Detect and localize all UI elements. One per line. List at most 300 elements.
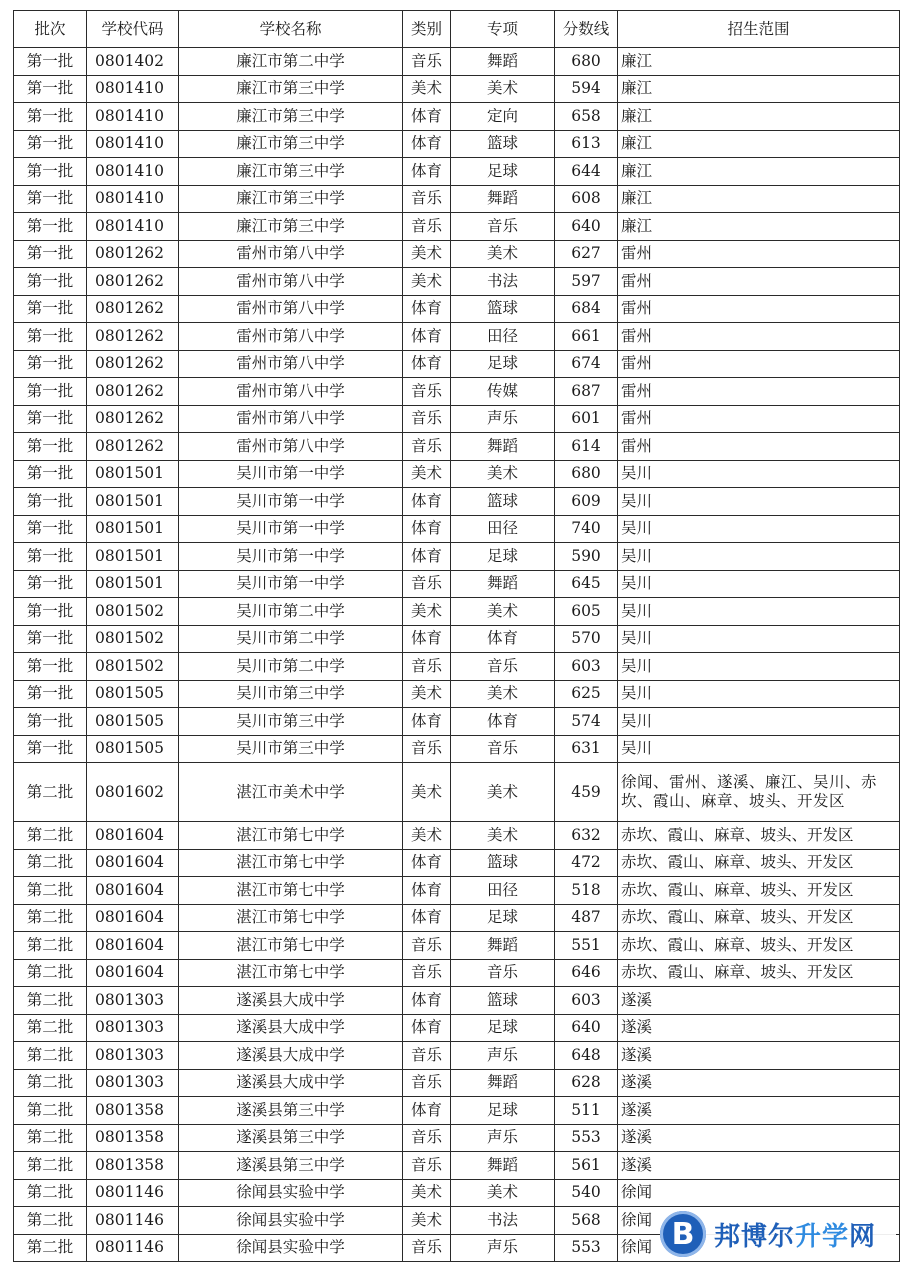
cell-specialty: 美术: [451, 240, 555, 268]
cell-range: 廉江: [618, 130, 900, 158]
cell-score: 472: [555, 849, 618, 877]
cell-range: 吴川: [618, 543, 900, 571]
cell-score: 561: [555, 1152, 618, 1180]
cell-specialty: 田径: [451, 323, 555, 351]
cell-school-code: 0801604: [87, 959, 179, 987]
table-row: [14, 405, 900, 433]
cell-specialty: 足球: [451, 543, 555, 571]
header-school-code: 学校代码: [87, 11, 179, 48]
cell-range: 吴川: [618, 460, 900, 488]
table-row: [14, 570, 900, 598]
cell-batch: 第一批: [14, 653, 87, 681]
cell-specialty: 美术: [451, 460, 555, 488]
cell-score: 646: [555, 959, 618, 987]
cell-range: 雷州: [618, 378, 900, 406]
cell-school-name: 吴川市第二中学: [179, 625, 403, 653]
cell-school-name: 廉江市第三中学: [179, 130, 403, 158]
cell-school-code: 0801410: [87, 185, 179, 213]
cell-batch: 第一批: [14, 735, 87, 763]
cell-specialty: 足球: [451, 1097, 555, 1125]
cell-school-name: 廉江市第三中学: [179, 213, 403, 241]
cell-specialty: 美术: [451, 598, 555, 626]
table-row: [14, 1124, 900, 1152]
table-row: [14, 1042, 900, 1070]
table-row: [14, 213, 900, 241]
cell-batch: 第一批: [14, 48, 87, 76]
cell-range: 吴川: [618, 488, 900, 516]
cell-category: 体育: [403, 1014, 451, 1042]
cell-school-name: 吴川市第三中学: [179, 735, 403, 763]
table-row: [14, 987, 900, 1015]
cell-school-name: 遂溪县第三中学: [179, 1097, 403, 1125]
cell-score: 614: [555, 433, 618, 461]
cell-category: 美术: [403, 1207, 451, 1235]
cell-school-code: 0801262: [87, 350, 179, 378]
table-row: [14, 877, 900, 905]
cell-school-code: 0801402: [87, 48, 179, 76]
admission-table: [13, 10, 900, 1262]
cell-score: 687: [555, 378, 618, 406]
cell-specialty: 声乐: [451, 1042, 555, 1070]
cell-batch: 第二批: [14, 763, 87, 822]
cell-specialty: 篮球: [451, 849, 555, 877]
cell-score: 644: [555, 158, 618, 186]
cell-specialty: 舞蹈: [451, 1152, 555, 1180]
table-row: [14, 849, 900, 877]
cell-score: 625: [555, 680, 618, 708]
cell-batch: 第二批: [14, 849, 87, 877]
cell-school-name: 湛江市第七中学: [179, 959, 403, 987]
cell-category: 音乐: [403, 48, 451, 76]
cell-category: 体育: [403, 625, 451, 653]
cell-score: 632: [555, 822, 618, 850]
cell-school-name: 雷州市第八中学: [179, 240, 403, 268]
cell-school-code: 0801303: [87, 987, 179, 1015]
watermark: [660, 1208, 896, 1260]
cell-batch: 第二批: [14, 1124, 87, 1152]
cell-range: 廉江: [618, 103, 900, 131]
cell-score: 609: [555, 488, 618, 516]
cell-range: 吴川: [618, 598, 900, 626]
cell-category: 美术: [403, 680, 451, 708]
cell-category: 音乐: [403, 1069, 451, 1097]
cell-specialty: 美术: [451, 763, 555, 822]
cell-batch: 第二批: [14, 1069, 87, 1097]
cell-school-code: 0801502: [87, 598, 179, 626]
cell-specialty: 声乐: [451, 1234, 555, 1262]
cell-specialty: 足球: [451, 158, 555, 186]
cell-batch: 第一批: [14, 460, 87, 488]
cell-range: 赤坎、霞山、麻章、坡头、开发区: [618, 877, 900, 905]
cell-category: 体育: [403, 543, 451, 571]
cell-range: 赤坎、霞山、麻章、坡头、开发区: [618, 932, 900, 960]
header-score: 分数线: [555, 11, 618, 48]
cell-school-name: 雷州市第八中学: [179, 295, 403, 323]
cell-school-name: 遂溪县大成中学: [179, 1014, 403, 1042]
cell-school-name: 遂溪县大成中学: [179, 1069, 403, 1097]
cell-school-code: 0801358: [87, 1097, 179, 1125]
cell-school-name: 遂溪县第三中学: [179, 1124, 403, 1152]
cell-specialty: 声乐: [451, 1124, 555, 1152]
cell-specialty: 舞蹈: [451, 433, 555, 461]
cell-range: 赤坎、霞山、麻章、坡头、开发区: [618, 904, 900, 932]
cell-specialty: 音乐: [451, 213, 555, 241]
cell-category: 音乐: [403, 932, 451, 960]
cell-range: 赤坎、霞山、麻章、坡头、开发区: [618, 822, 900, 850]
table-row: [14, 653, 900, 681]
brand-name: 邦博尔升学网: [714, 1221, 877, 1252]
cell-school-name: 吴川市第三中学: [179, 680, 403, 708]
cell-batch: 第二批: [14, 959, 87, 987]
cell-category: 音乐: [403, 570, 451, 598]
cell-range: 廉江: [618, 48, 900, 76]
cell-specialty: 声乐: [451, 405, 555, 433]
cell-school-code: 0801604: [87, 822, 179, 850]
cell-batch: 第一批: [14, 405, 87, 433]
cell-school-name: 遂溪县第三中学: [179, 1152, 403, 1180]
cell-batch: 第一批: [14, 295, 87, 323]
cell-score: 608: [555, 185, 618, 213]
cell-category: 美术: [403, 460, 451, 488]
cell-score: 680: [555, 460, 618, 488]
cell-category: 美术: [403, 763, 451, 822]
table-row: [14, 543, 900, 571]
table-row: [14, 1097, 900, 1125]
cell-score: 511: [555, 1097, 618, 1125]
cell-score: 613: [555, 130, 618, 158]
table-row: [14, 625, 900, 653]
cell-school-name: 吴川市第一中学: [179, 543, 403, 571]
cell-range: 廉江: [618, 158, 900, 186]
cell-school-name: 徐闻县实验中学: [179, 1207, 403, 1235]
cell-school-name: 廉江市第三中学: [179, 103, 403, 131]
cell-range: 徐闻: [618, 1179, 900, 1207]
cell-school-name: 吴川市第一中学: [179, 515, 403, 543]
header-category: 类别: [403, 11, 451, 48]
cell-school-code: 0801303: [87, 1042, 179, 1070]
cell-category: 体育: [403, 849, 451, 877]
table-row: [14, 763, 900, 822]
cell-score: 605: [555, 598, 618, 626]
cell-school-name: 雷州市第八中学: [179, 433, 403, 461]
header-specialty: 专项: [451, 11, 555, 48]
cell-specialty: 音乐: [451, 959, 555, 987]
cell-specialty: 舞蹈: [451, 932, 555, 960]
cell-school-name: 湛江市第七中学: [179, 849, 403, 877]
cell-specialty: 美术: [451, 680, 555, 708]
cell-specialty: 音乐: [451, 653, 555, 681]
cell-school-name: 雷州市第八中学: [179, 378, 403, 406]
cell-batch: 第一批: [14, 625, 87, 653]
cell-school-name: 廉江市第三中学: [179, 75, 403, 103]
cell-school-name: 湛江市第七中学: [179, 877, 403, 905]
table-row: [14, 598, 900, 626]
cell-category: 美术: [403, 75, 451, 103]
cell-category: 美术: [403, 1179, 451, 1207]
cell-school-code: 0801358: [87, 1152, 179, 1180]
header-school-name: 学校名称: [179, 11, 403, 48]
cell-school-code: 0801262: [87, 323, 179, 351]
cell-school-code: 0801502: [87, 653, 179, 681]
cell-batch: 第一批: [14, 323, 87, 351]
cell-specialty: 书法: [451, 1207, 555, 1235]
cell-range: 赤坎、霞山、麻章、坡头、开发区: [618, 849, 900, 877]
cell-specialty: 美术: [451, 822, 555, 850]
table-row: [14, 350, 900, 378]
cell-specialty: 足球: [451, 350, 555, 378]
table-row: [14, 460, 900, 488]
cell-batch: 第一批: [14, 350, 87, 378]
cell-range: 吴川: [618, 735, 900, 763]
cell-score: 680: [555, 48, 618, 76]
cell-score: 658: [555, 103, 618, 131]
cell-batch: 第二批: [14, 1179, 87, 1207]
cell-score: 568: [555, 1207, 618, 1235]
cell-batch: 第一批: [14, 103, 87, 131]
cell-school-code: 0801602: [87, 763, 179, 822]
cell-range: 吴川: [618, 708, 900, 736]
cell-category: 体育: [403, 877, 451, 905]
table-row: [14, 735, 900, 763]
cell-school-name: 湛江市第七中学: [179, 822, 403, 850]
cell-range: 遂溪: [618, 1152, 900, 1180]
cell-batch: 第二批: [14, 822, 87, 850]
header-row: [14, 11, 900, 48]
cell-school-code: 0801303: [87, 1014, 179, 1042]
cell-school-name: 徐闻县实验中学: [179, 1179, 403, 1207]
cell-category: 音乐: [403, 433, 451, 461]
cell-category: 体育: [403, 295, 451, 323]
cell-school-code: 0801501: [87, 460, 179, 488]
cell-batch: 第一批: [14, 488, 87, 516]
cell-score: 597: [555, 268, 618, 296]
cell-school-name: 吴川市第一中学: [179, 488, 403, 516]
table-row: [14, 1014, 900, 1042]
cell-score: 570: [555, 625, 618, 653]
table-row: [14, 75, 900, 103]
cell-school-code: 0801604: [87, 932, 179, 960]
cell-batch: 第一批: [14, 213, 87, 241]
cell-score: 594: [555, 75, 618, 103]
cell-school-code: 0801505: [87, 708, 179, 736]
cell-score: 540: [555, 1179, 618, 1207]
cell-specialty: 定向: [451, 103, 555, 131]
cell-range: 遂溪: [618, 1124, 900, 1152]
cell-range: 吴川: [618, 625, 900, 653]
cell-school-code: 0801358: [87, 1124, 179, 1152]
cell-batch: 第一批: [14, 378, 87, 406]
cell-score: 590: [555, 543, 618, 571]
cell-school-name: 吴川市第二中学: [179, 598, 403, 626]
cell-school-code: 0801604: [87, 904, 179, 932]
cell-school-code: 0801410: [87, 158, 179, 186]
cell-category: 体育: [403, 1097, 451, 1125]
cell-school-name: 徐闻县实验中学: [179, 1234, 403, 1262]
cell-specialty: 音乐: [451, 735, 555, 763]
cell-school-name: 廉江市第三中学: [179, 158, 403, 186]
cell-score: 661: [555, 323, 618, 351]
cell-school-code: 0801501: [87, 570, 179, 598]
table-row: [14, 323, 900, 351]
cell-batch: 第二批: [14, 1097, 87, 1125]
cell-specialty: 书法: [451, 268, 555, 296]
cell-school-code: 0801505: [87, 680, 179, 708]
cell-school-code: 0801501: [87, 543, 179, 571]
cell-school-code: 0801410: [87, 103, 179, 131]
cell-specialty: 篮球: [451, 488, 555, 516]
cell-category: 体育: [403, 323, 451, 351]
table-row: [14, 1152, 900, 1180]
cell-school-code: 0801303: [87, 1069, 179, 1097]
table-row: [14, 48, 900, 76]
table-row: [14, 959, 900, 987]
table-row: [14, 268, 900, 296]
cell-category: 体育: [403, 515, 451, 543]
cell-specialty: 田径: [451, 877, 555, 905]
cell-batch: 第一批: [14, 268, 87, 296]
cell-batch: 第二批: [14, 1234, 87, 1262]
table-row: [14, 1069, 900, 1097]
cell-range: 雷州: [618, 405, 900, 433]
table-row: [14, 295, 900, 323]
cell-range: 廉江: [618, 185, 900, 213]
cell-batch: 第一批: [14, 515, 87, 543]
cell-school-name: 吴川市第一中学: [179, 570, 403, 598]
cell-school-name: 湛江市第七中学: [179, 932, 403, 960]
cell-school-code: 0801501: [87, 515, 179, 543]
cell-category: 音乐: [403, 1124, 451, 1152]
cell-category: 体育: [403, 130, 451, 158]
cell-category: 音乐: [403, 213, 451, 241]
table-row: [14, 185, 900, 213]
cell-range: 徐闻: [618, 1207, 900, 1235]
cell-category: 体育: [403, 904, 451, 932]
cell-batch: 第二批: [14, 1042, 87, 1070]
cell-score: 487: [555, 904, 618, 932]
cell-school-name: 吴川市第二中学: [179, 653, 403, 681]
cell-score: 627: [555, 240, 618, 268]
cell-category: 体育: [403, 103, 451, 131]
cell-school-code: 0801262: [87, 268, 179, 296]
cell-school-name: 遂溪县大成中学: [179, 987, 403, 1015]
cell-batch: 第二批: [14, 1014, 87, 1042]
cell-specialty: 舞蹈: [451, 48, 555, 76]
cell-school-name: 廉江市第二中学: [179, 48, 403, 76]
table-row: [14, 158, 900, 186]
cell-school-name: 吴川市第一中学: [179, 460, 403, 488]
cell-school-code: 0801501: [87, 488, 179, 516]
cell-score: 603: [555, 987, 618, 1015]
cell-school-code: 0801604: [87, 877, 179, 905]
cell-score: 740: [555, 515, 618, 543]
cell-range: 雷州: [618, 240, 900, 268]
table-row: [14, 103, 900, 131]
cell-score: 640: [555, 1014, 618, 1042]
cell-school-code: 0801262: [87, 433, 179, 461]
table-row: [14, 680, 900, 708]
cell-school-code: 0801146: [87, 1179, 179, 1207]
cell-specialty: 田径: [451, 515, 555, 543]
cell-school-code: 0801146: [87, 1207, 179, 1235]
cell-specialty: 舞蹈: [451, 570, 555, 598]
cell-specialty: 美术: [451, 1179, 555, 1207]
cell-school-code: 0801146: [87, 1234, 179, 1262]
cell-category: 体育: [403, 708, 451, 736]
cell-range: 吴川: [618, 570, 900, 598]
cell-category: 体育: [403, 350, 451, 378]
cell-school-code: 0801502: [87, 625, 179, 653]
cell-specialty: 足球: [451, 1014, 555, 1042]
cell-batch: 第一批: [14, 570, 87, 598]
cell-category: 美术: [403, 240, 451, 268]
cell-score: 518: [555, 877, 618, 905]
cell-range: 吴川: [618, 680, 900, 708]
cell-score: 631: [555, 735, 618, 763]
cell-range: 遂溪: [618, 1042, 900, 1070]
cell-category: 体育: [403, 488, 451, 516]
cell-batch: 第一批: [14, 240, 87, 268]
table-row: [14, 130, 900, 158]
cell-range: 雷州: [618, 268, 900, 296]
cell-batch: 第二批: [14, 1207, 87, 1235]
cell-range: 雷州: [618, 433, 900, 461]
cell-specialty: 篮球: [451, 295, 555, 323]
cell-range: 徐闻、雷州、遂溪、廉江、吴川、赤坎、霞山、麻章、坡头、开发区: [618, 763, 900, 822]
cell-category: 音乐: [403, 1042, 451, 1070]
cell-range: 雷州: [618, 323, 900, 351]
cell-specialty: 篮球: [451, 130, 555, 158]
cell-batch: 第二批: [14, 1152, 87, 1180]
cell-batch: 第二批: [14, 987, 87, 1015]
cell-category: 音乐: [403, 735, 451, 763]
cell-batch: 第一批: [14, 185, 87, 213]
cell-score: 574: [555, 708, 618, 736]
cell-school-name: 吴川市第三中学: [179, 708, 403, 736]
cell-batch: 第一批: [14, 598, 87, 626]
cell-school-name: 雷州市第八中学: [179, 268, 403, 296]
cell-score: 551: [555, 932, 618, 960]
brand-logo-icon: B: [660, 1211, 706, 1257]
cell-range: 遂溪: [618, 1097, 900, 1125]
table-row: [14, 822, 900, 850]
cell-school-name: 湛江市第七中学: [179, 904, 403, 932]
cell-school-name: 雷州市第八中学: [179, 405, 403, 433]
cell-school-code: 0801410: [87, 213, 179, 241]
cell-range: 吴川: [618, 653, 900, 681]
table-row: [14, 904, 900, 932]
cell-school-code: 0801410: [87, 75, 179, 103]
table-row: [14, 1179, 900, 1207]
cell-batch: 第一批: [14, 543, 87, 571]
cell-batch: 第二批: [14, 904, 87, 932]
cell-score: 684: [555, 295, 618, 323]
cell-score: 553: [555, 1234, 618, 1262]
cell-score: 601: [555, 405, 618, 433]
cell-school-code: 0801262: [87, 378, 179, 406]
cell-range: 遂溪: [618, 1014, 900, 1042]
cell-score: 645: [555, 570, 618, 598]
table-row: [14, 708, 900, 736]
cell-score: 553: [555, 1124, 618, 1152]
cell-category: 音乐: [403, 185, 451, 213]
cell-category: 体育: [403, 158, 451, 186]
cell-score: 459: [555, 763, 618, 822]
cell-school-name: 雷州市第八中学: [179, 350, 403, 378]
cell-specialty: 篮球: [451, 987, 555, 1015]
cell-category: 体育: [403, 987, 451, 1015]
cell-range: 遂溪: [618, 987, 900, 1015]
cell-range: 徐闻: [618, 1234, 900, 1262]
